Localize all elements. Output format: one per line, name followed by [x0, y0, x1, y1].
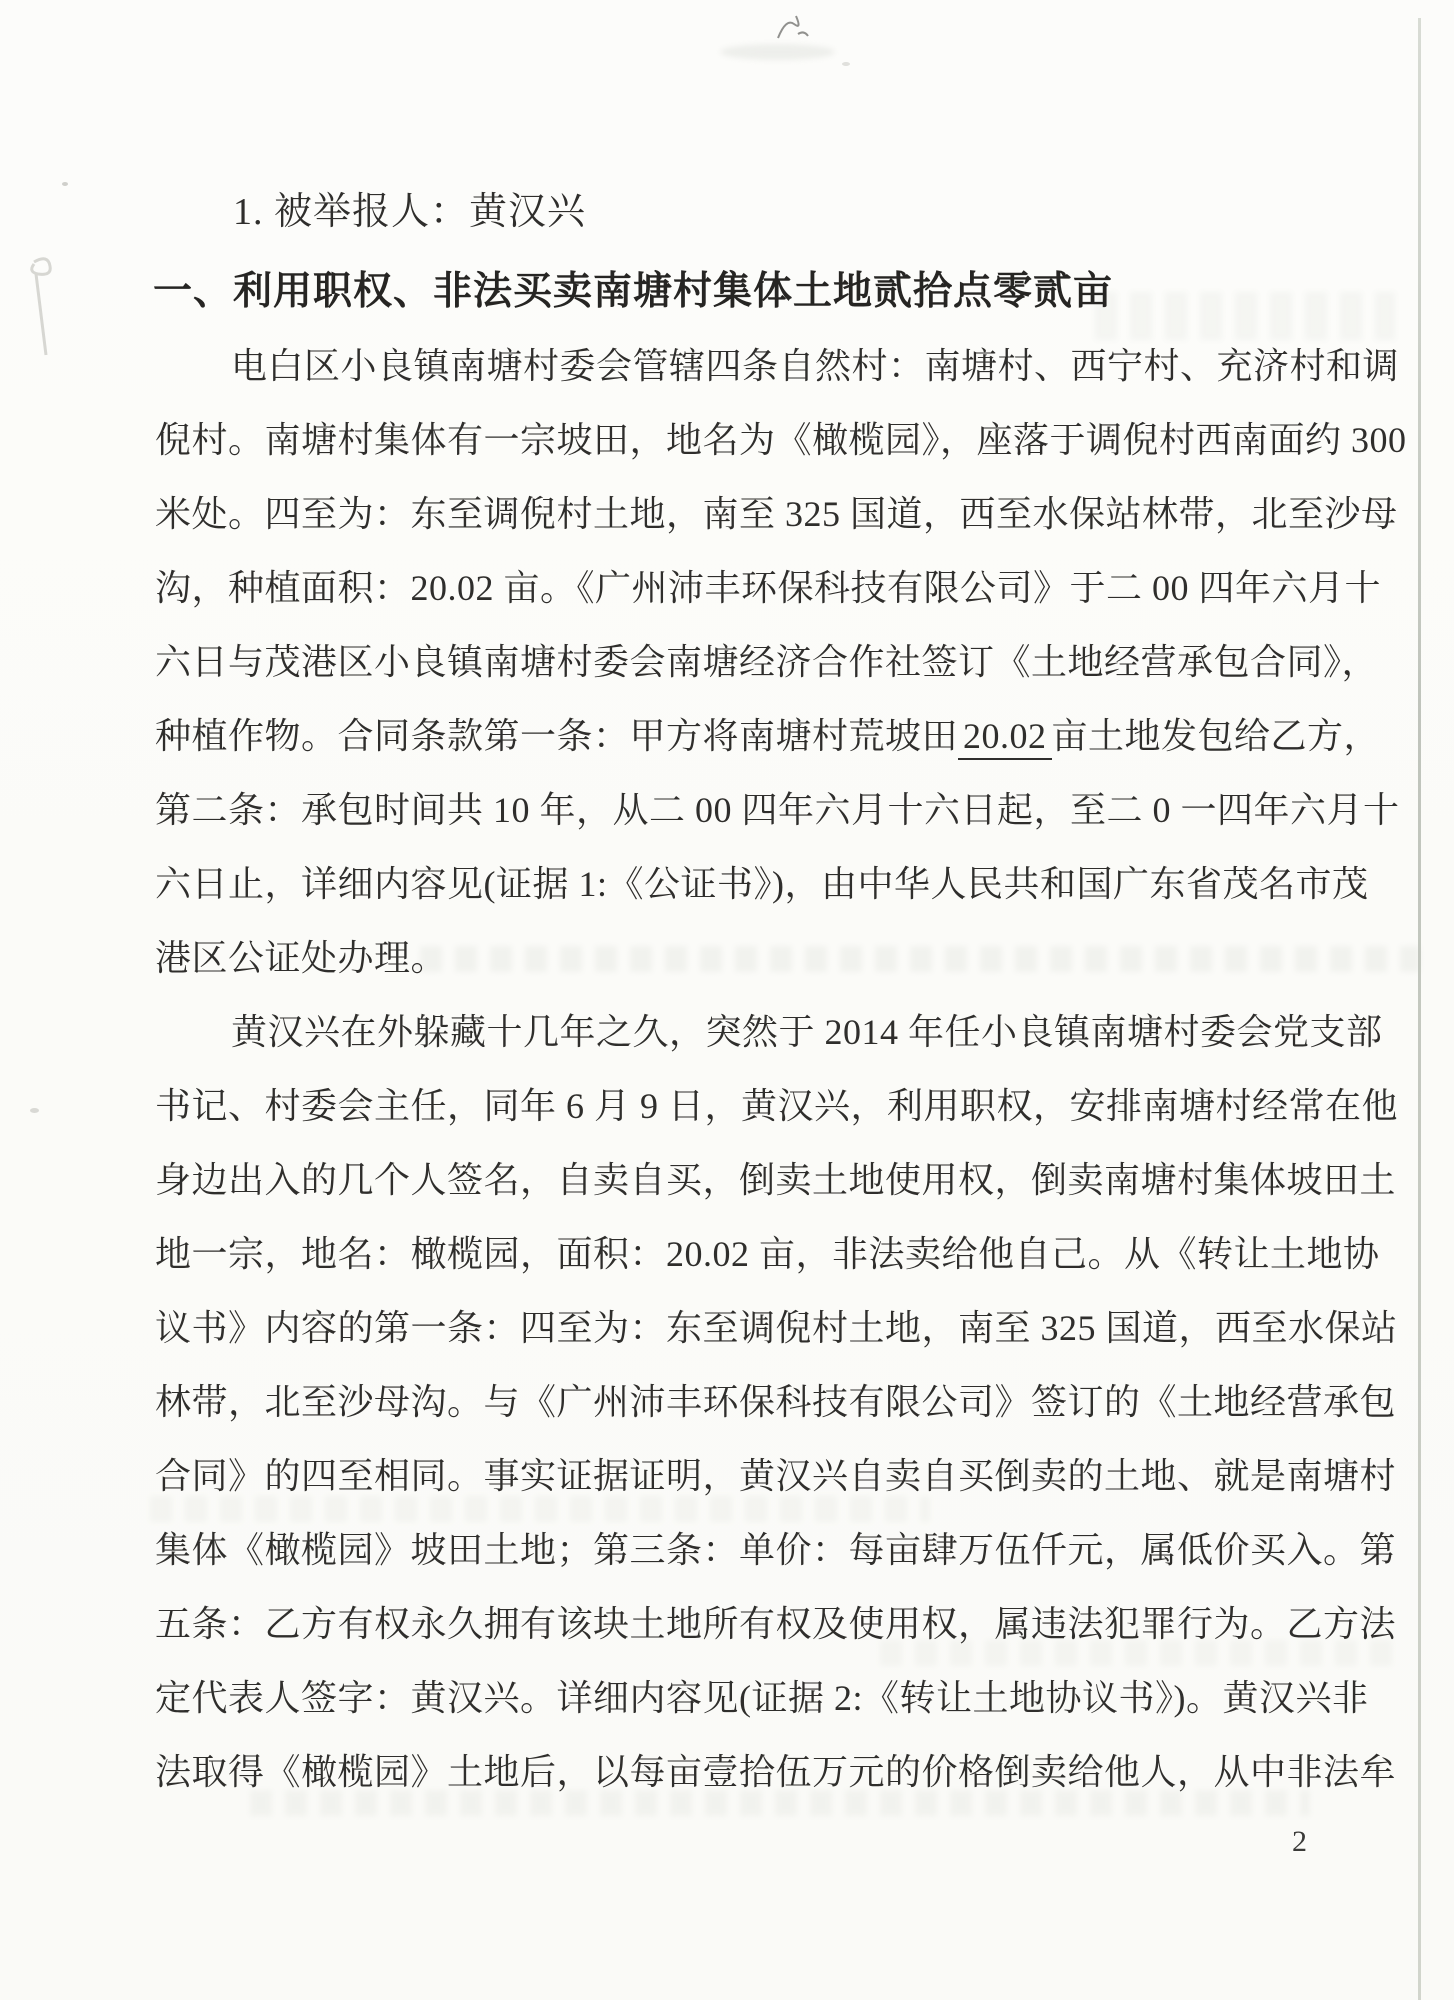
- text-line: 倪村。南塘村集体有一宗坡田，地名为《橄榄园》，座落于调倪村西南面约 300: [155, 420, 1407, 460]
- document-body: [155, 329, 1407, 1809]
- text-line: 电白区小良镇南塘村委会管辖四条自然村：南塘村、西宁村、充济村和调: [231, 346, 1400, 386]
- text-line: 书记、村委会主任，同年 6 月 9 日，黄汉兴，利用职权，安排南塘村经常在他: [155, 1086, 1399, 1126]
- text-line: 六日与茂港区小良镇南塘村委会南塘经济合作社签订《土地经营承包合同》，: [155, 642, 1379, 682]
- text-line: 集体《橄榄园》坡田土地；第三条：单价：每亩肆万伍仟元，属低价买入。第: [155, 1530, 1397, 1570]
- text-line: 第二条：承包时间共 10 年，从二 00 四年六月十六日起，至二 0 一四年六月十: [155, 790, 1400, 830]
- text-line: 法取得《橄榄园》土地后，以每亩壹拾伍万元的价格倒卖给他人，从中非法牟: [155, 1752, 1397, 1792]
- text-line: 定代表人签字：黄汉兴。详细内容见(证据 2:《转让土地协议书》)。黄汉兴非: [155, 1678, 1369, 1718]
- ink-smudge-artifact: [768, 8, 812, 48]
- text-line: 六日止，详细内容见(证据 1:《公证书》)，由中华人民共和国广东省茂名市茂: [155, 864, 1369, 904]
- scan-speck-artifact: [62, 182, 68, 186]
- text-line: 五条：乙方有权永久拥有该块土地所有权及使用权，属违法犯罪行为。乙方法: [155, 1604, 1397, 1644]
- staple-mark-artifact: [20, 250, 60, 370]
- page-edge-shadow: [1418, 18, 1421, 2000]
- text-segment: 种植作物。合同条款第一条：甲方将南塘村荒坡田: [155, 716, 959, 756]
- text-line-with-underline: [155, 699, 1381, 773]
- text-line: 身边出入的几个人签名，自卖自买，倒卖土地使用权，倒卖南塘村集体坡田土: [155, 1160, 1397, 1200]
- section-heading: 一、利用职权、非法买卖南塘村集体土地贰拾点零贰亩: [153, 270, 1114, 313]
- text-segment: 亩土地发包给乙方，: [1051, 716, 1381, 756]
- scan-speck-artifact: [30, 1108, 39, 1113]
- text-line: 议书》内容的第一条：四至为：东至调倪村土地，南至 325 国道，西至水保站: [155, 1308, 1398, 1348]
- text-line: 港区公证处办理。: [155, 938, 448, 978]
- page-number: 2: [1292, 1825, 1307, 1858]
- scan-speck-artifact: [842, 62, 850, 66]
- underlined-area-value: 20.02: [958, 716, 1052, 760]
- scan-smear-artifact: [720, 44, 835, 60]
- text-line: 合同》的四至相同。事实证据证明，黄汉兴自卖自买倒卖的土地、就是南塘村: [155, 1456, 1397, 1496]
- text-line: 米处。四至为：东至调倪村土地，南至 325 国道，西至水保站林带，北至沙母: [155, 494, 1398, 534]
- text-line: 林带，北至沙母沟。与《广州沛丰环保科技有限公司》签订的《土地经营承包: [155, 1382, 1397, 1422]
- text-line: 地一宗，地名：橄榄园，面积：20.02 亩，非法卖给他自己。从《转让土地协: [155, 1234, 1380, 1274]
- text-line: 黄汉兴在外躲藏十几年之久，突然于 2014 年任小良镇南塘村委会党支部: [231, 1012, 1383, 1052]
- item-heading: 1. 被举报人：黄汉兴: [233, 191, 587, 233]
- text-line: 沟，种植面积：20.02 亩。《广州沛丰环保科技有限公司》于二 00 四年六月十: [155, 568, 1382, 608]
